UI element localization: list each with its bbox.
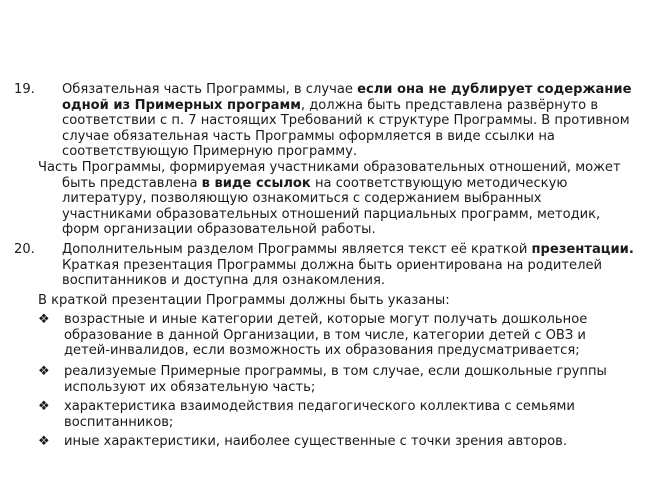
item-19-text [14, 82, 634, 160]
bullet-item [38, 434, 634, 450]
item-19-number: 19. [14, 82, 35, 97]
presentation-intro: В краткой презентации Программы должны быть указаны: [38, 293, 450, 308]
item-20-text-2: Краткая презентация Программы должна быть ориентирована на родителей воспитанников и доступна для ознакомления. [62, 257, 603, 289]
variable-part-text-1: Часть Программы, формируемая участниками образовательных отношений, может быть представлена [38, 160, 621, 191]
item-19 [14, 82, 634, 160]
variable-part-text-2: на соответствующую методическую литературу, позволяющую ознакомиться с содержанием выбранных участниками образовательных отношений парциальных программ, методик, форм организации образовательной работы. [62, 175, 601, 238]
bullet-text: реализуемые Примерные программы, в том случае, если дошкольные группы используют их обязательную часть; [64, 364, 607, 395]
item-19-text-2: , должна быть представлена развёрнуто в соответствии с п. 7 настоящих Требований к структуре Программы. В противном случае обязательная часть Программы оформляется в виде ссылки на соответствующую Примерную программу. [62, 97, 630, 160]
item-20-bold: презентации. [531, 242, 634, 257]
bullet-item [38, 399, 634, 430]
bullet-text: возрастные и иные категории детей, которые могут получать дошкольное образование в данной Организации, в том числе, категории детей с ОВЗ и детей-инвалидов, если возможность их образования предусматривается; [64, 312, 588, 359]
diamond-bullet-icon: ❖ [38, 312, 50, 327]
diamond-bullet-icon: ❖ [38, 364, 50, 379]
item-20-text [14, 242, 634, 289]
diamond-bullet-icon: ❖ [38, 434, 50, 449]
bullet-text: иные характеристики, наиболее существенные с точки зрения авторов. [64, 434, 567, 449]
bullet-item [38, 364, 634, 395]
diamond-bullet-icon: ❖ [38, 399, 50, 414]
item-20-text-1: Дополнительным разделом Программы является текст её краткой [62, 242, 532, 257]
bullet-item [38, 312, 634, 359]
bullet-text: характеристика взаимодействия педагогического коллектива с семьями воспитанников; [64, 399, 575, 430]
variable-part-bold: в виде ссылок [201, 175, 311, 191]
variable-part-text [38, 160, 634, 238]
item-19-bold: если она не дублирует содержание одной из Примерных программ [62, 82, 632, 113]
item-19-text-1: Обязательная часть Программы, в случае [62, 82, 358, 97]
item-20-number: 20. [14, 242, 35, 257]
item-20 [14, 242, 634, 289]
variable-part-paragraph [38, 160, 634, 238]
